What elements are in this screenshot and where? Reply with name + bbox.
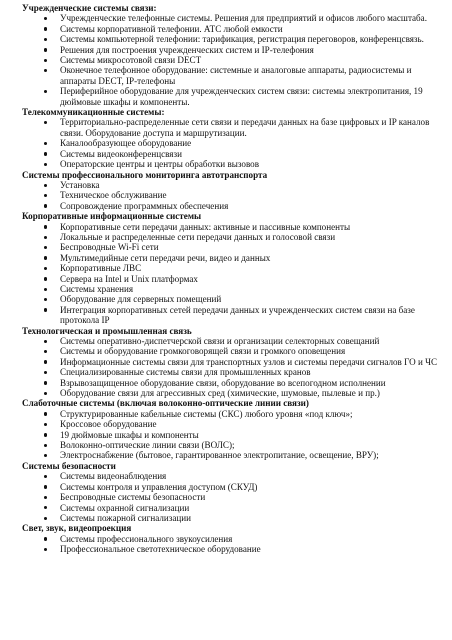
bullet-list (22, 222, 442, 326)
list-item: Оборудование связи для агрессивных сред (химические, шумовые, пылевые и пр.) (60, 388, 442, 398)
bullet-list (22, 471, 442, 523)
list-item: Решения для построения учрежденческих систем и IP-телефония (60, 45, 442, 55)
list-item: Системы корпоративной телефонии. АТС любой емкости (60, 24, 442, 34)
list-item: Взрывозащищенное оборудование связи, оборудование во всепогодном исполнении (60, 378, 442, 388)
section (22, 523, 442, 554)
list-item: Системы видеонаблюдения (60, 471, 442, 481)
section-title: Системы профессионального мониторинга автотранспорта (22, 169, 268, 180)
list-item: Системы и оборудование громкоговорящей связи и громкого оповещения (60, 346, 442, 356)
section (22, 107, 442, 169)
list-item: Системы пожарной сигнализации (60, 513, 442, 523)
list-item: Операторские центры и центры обработки вызовов (60, 159, 442, 169)
list-item: Информационные системы связи для транспортных узлов и системы передачи сигналов ГО и ЧС (60, 357, 442, 367)
list-item: Оборудование для серверных помещений (60, 294, 442, 304)
section (22, 3, 442, 107)
section (22, 170, 442, 212)
section (22, 326, 442, 399)
section-title: Телекоммуникационные системы: (22, 107, 165, 118)
list-item: Системы хранения (60, 284, 442, 294)
section-title: Свет, звук, видеопроекция (22, 523, 132, 534)
section (22, 211, 442, 325)
list-item: Учрежденческие телефонные системы. Решения для предприятий и офисов любого масштаба. (60, 13, 442, 23)
bullet-list (22, 336, 442, 398)
list-item: Кроссовое оборудование (60, 419, 442, 429)
bullet-list (22, 117, 442, 169)
list-item: Корпоративные сети передачи данных: активные и пассивные компоненты (60, 222, 442, 232)
list-item: Техническое обслуживание (60, 190, 442, 200)
list-item: 19 дюймовые шкафы и компоненты (60, 430, 442, 440)
list-item: Структурированные кабельные системы (СКС) любого уровня «под ключ»; (60, 409, 442, 419)
list-item: Сервера на Intel и Unix платформах (60, 274, 442, 284)
section (22, 461, 442, 523)
list-item: Каналообразующее оборудование (60, 138, 442, 148)
bullet-list (22, 13, 442, 107)
list-item: Интеграция корпоративных сетей передачи данных и учрежденческих систем связи на базе протокола IP (60, 305, 442, 326)
list-item: Системы видеоконференцсвязи (60, 149, 442, 159)
section-title: Системы безопасности (22, 460, 116, 471)
bullet-list (22, 180, 442, 211)
list-item: Профессиональное светотехническое оборудование (60, 544, 442, 554)
list-item: Системы компьютерной телефонии: тарификация, регистрация переговоров, конференцсвязь. (60, 34, 442, 44)
list-item: Системы микросотовой связи DECT (60, 55, 442, 65)
list-item: Периферийное оборудование для учрежденческих систем связи: системы электропитания, 19 дюймовые шкафы и компоненты. (60, 86, 442, 107)
section-title: Корпоративные информационные системы (22, 211, 202, 222)
list-item: Установка (60, 180, 442, 190)
list-item: Локальные и распределенные сети передачи данных и голосовой связи (60, 232, 442, 242)
list-item: Беспроводные системы безопасности (60, 492, 442, 502)
list-item: Корпоративные ЛВС (60, 263, 442, 273)
bullet-list (22, 534, 442, 555)
list-item: Мультимедийные сети передачи речи, видео и данных (60, 253, 442, 263)
list-item: Системы профессионального звукоусиления (60, 534, 442, 544)
section-title: Слаботочные системы (включая волоконно-оптические линии связи) (22, 398, 309, 409)
list-item: Оконечное телефонное оборудование: системные и аналоговые аппараты, радиосистемы и аппараты DECT, IP-телефоны (60, 65, 442, 86)
list-item: Беспроводные Wi-Fi сети (60, 242, 442, 252)
section (22, 398, 442, 460)
list-item: Специализированные системы связи для промышленных кранов (60, 367, 442, 377)
section-title: Учрежденческие системы связи: (22, 3, 157, 13)
bullet-list (22, 409, 442, 461)
list-item: Системы контроля и управления доступом (СКУД) (60, 482, 442, 492)
list-item: Системы оперативно-диспетчерской связи и организации селекторных совещаний (60, 336, 442, 346)
section-title: Технологическая и промышленная связь (22, 325, 192, 336)
list-item: Электроснабжение (бытовое, гарантированное электропитание, освещение, ВРУ); (60, 450, 442, 460)
list-item: Волоконно-оптические линии связи (ВОЛС); (60, 440, 442, 450)
list-item: Территориально-распределенные сети связи и передачи данных на базе цифровых и IP каналов связи. Оборудование доступа и маршрутизации. (60, 117, 442, 138)
list-item: Системы охранной сигнализации (60, 503, 442, 513)
list-item: Сопровождение программных обеспечения (60, 201, 442, 211)
